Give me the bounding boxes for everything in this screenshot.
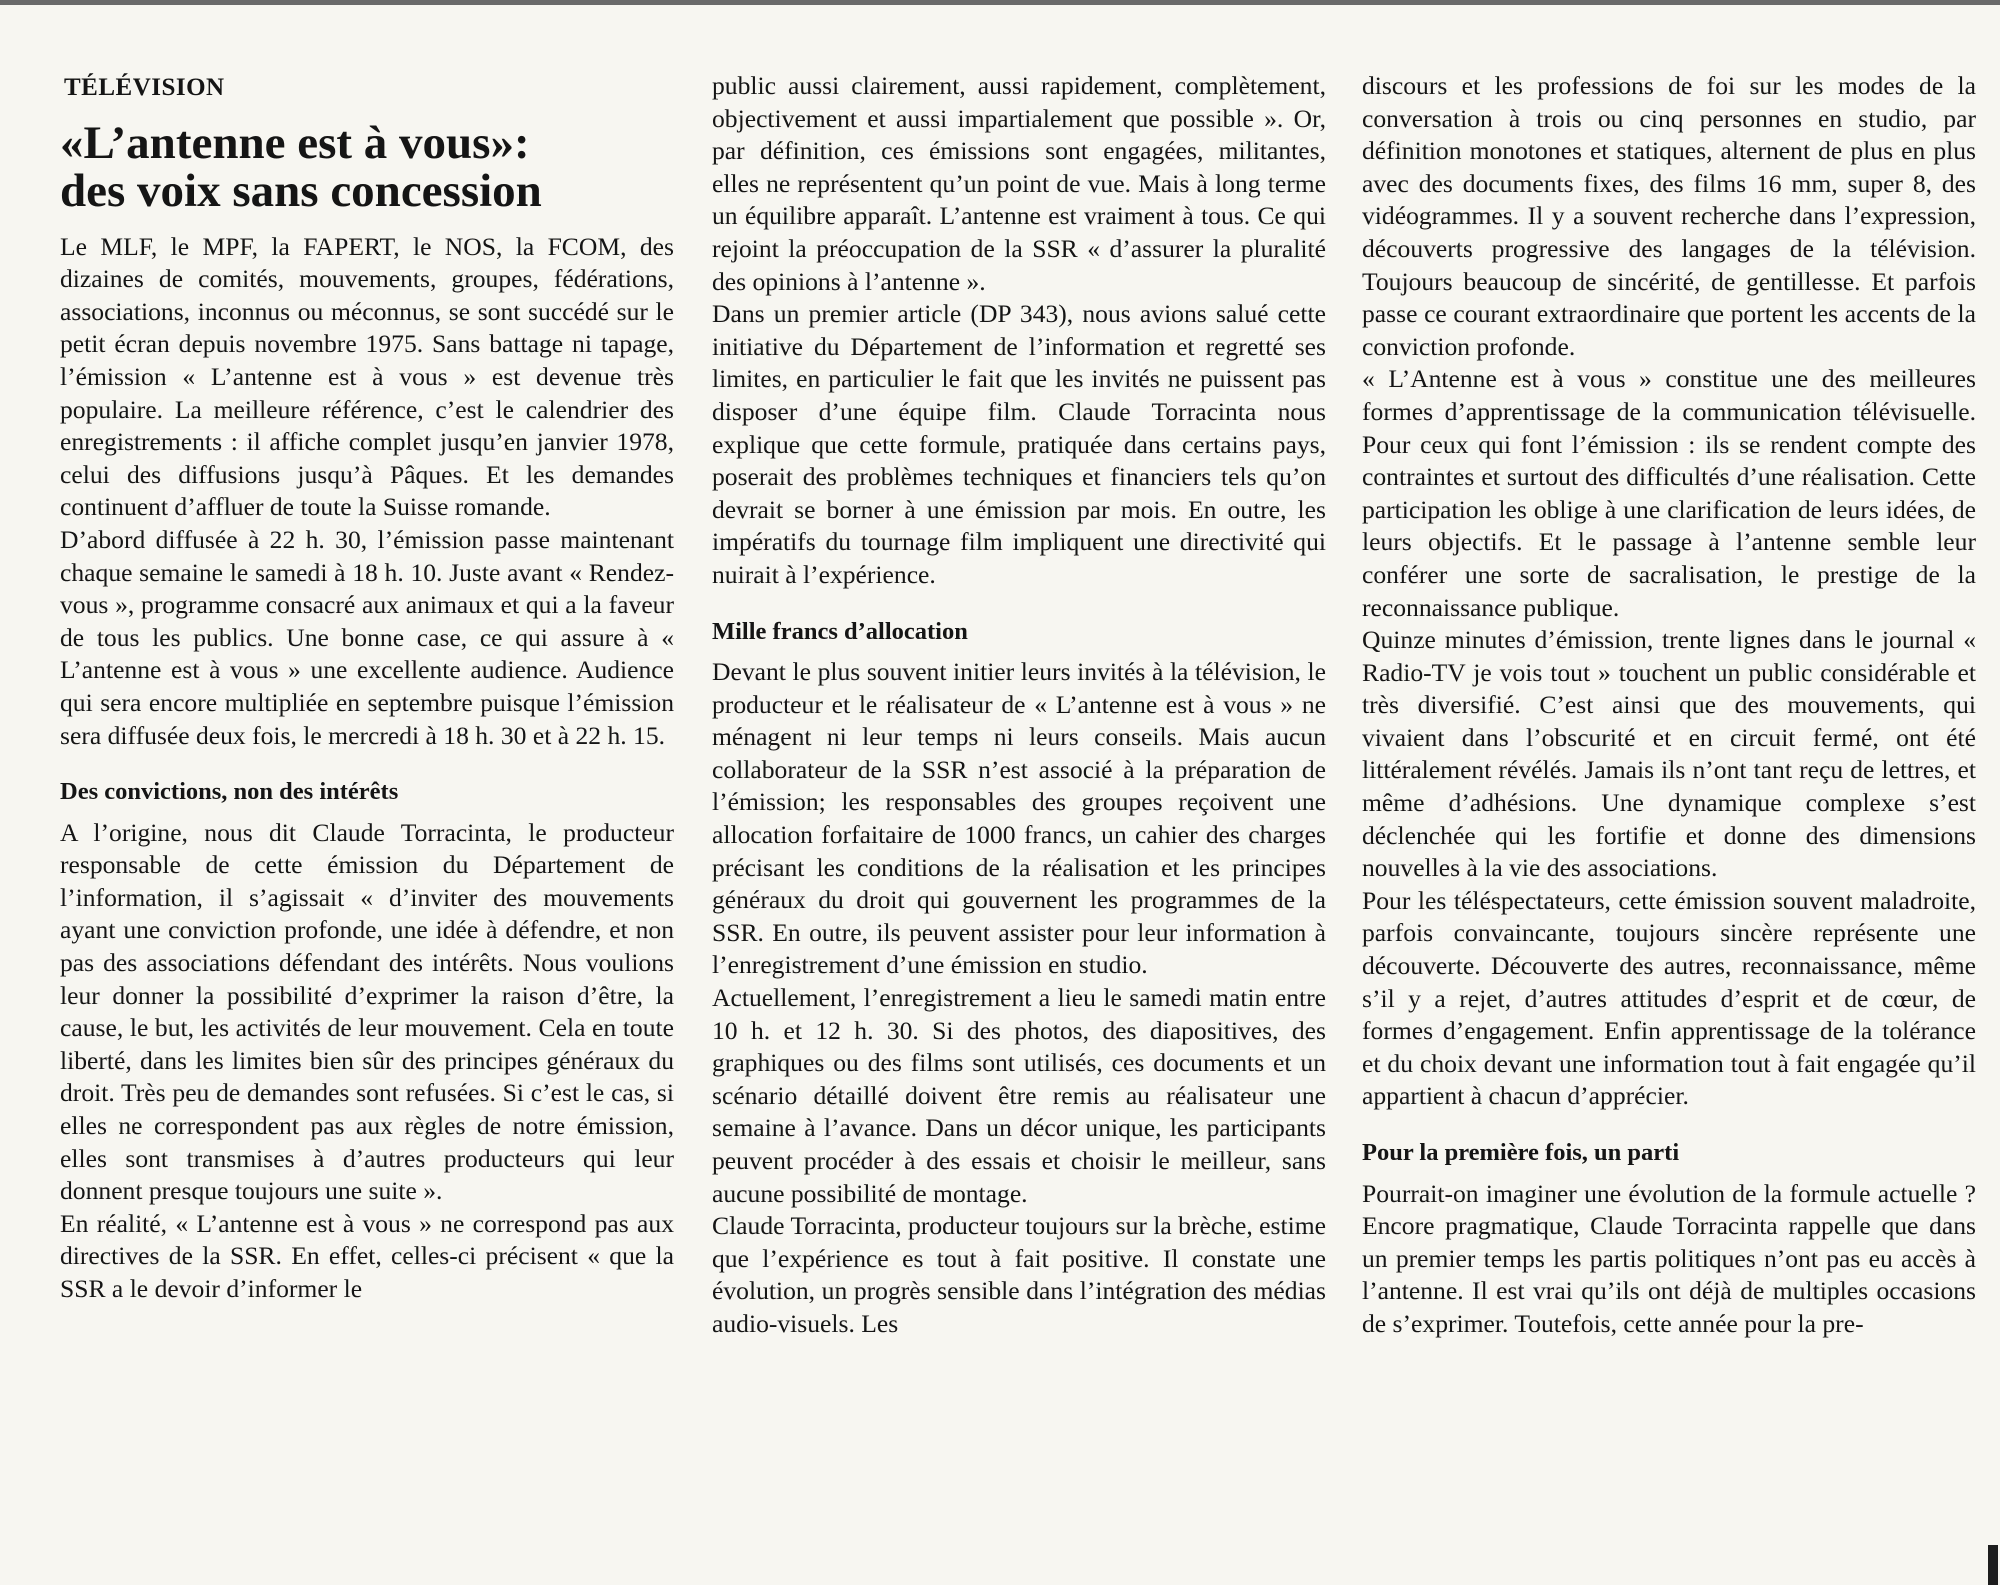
paragraph: Dans un premier article (DP 343), nous avions salué cette initiative du Département de l’information et regretté ses limites, en particulier le fait que les invités ne puissent pas disposer d’une équipe film. Claude Torracinta nous explique que cette formule, pratiquée dans certains pays, poserait des problèmes techniques et financiers tels qu’on devrait se borner à une émission par mois. En outre, les impératifs du tournage film impliquent une directivité qui nuirait à l’expérience. [712,299,1326,589]
paragraph: A l’origine, nous dit Claude Torracinta, le producteur responsable de cette émission du Département de l’information, il s’agissait « d’inviter des mouvements ayant une conviction profonde, une idée à défendre, et non pas des associations défendant des intérêts. Nous voulions leur donner la possibilité d’exprimer la raison d’être, la cause, le but, les activités de leur mouvement. Cela en toute liberté, dans les limites bien sûr des principes généraux du droit. Très peu de demandes sont refusées. Si c’est le cas, si elles ne correspondent pas aux règles de notre émission, elles sont transmises à d’autres producteurs qui leur donnent presque toujours une suite ». [60,817,674,1206]
paragraph: Pourrait-on imaginer une évolution de la formule actuelle ? Encore pragmatique, Claude Torracinta rappelle que dans un premier temps les partis politiques n’ont pas eu accès à l’antenne. Il est vrai qu’ils ont déjà de multiples occasions de s’exprimer. Toutefois, cette année pour la pre- [1362,1178,1976,1338]
subheading: Pour la première fois, un parti [1362,1139,1680,1166]
top-border-line [0,0,2000,5]
paragraph: Pour les téléspectateurs, cette émission souvent maladroite, parfois convaincante, toujours sincère représente une découverte. Découverte des autres, reconnaissance, même s’il y a rejet, d’autres attitudes d’esprit et de cœur, de formes d’engagement. Enfin apprentissage de la tolérance et du choix devant une information tout à fait engagée qu’il appartient à chacun d’apprécier. [1362,885,1976,1111]
article-headline [60,116,674,217]
paragraph: Devant le plus souvent initier leurs invités à la télévision, le producteur et le réalisateur de « L’antenne est à vous » ne ménagent ni leur temps ni leurs conseils. Mais aucun collaborateur de la SSR n’est associé à la préparation de l’émission; les responsables des groupes reçoivent une allocation forfaitaire de 1000 francs, un cahier des charges précisant les conditions de la réalisation et les principes généraux du droit qui gouvernent les programmes de la SSR. En outre, ils peuvent assister pour leur information à l’enregistrement d’une émission en studio. [712,657,1326,980]
article-page [60,66,1976,1566]
subheading: Mille francs d’allocation [712,617,968,645]
section-kicker: TÉLÉVISION [64,74,225,101]
subheading: Des convictions, non des intérêts [60,778,399,806]
paragraph: Claude Torracinta, producteur toujours sur la brèche, estime que l’expérience es tout à fait positive. Il constate une évolution, un progrès sensible dans l’intégration des médias audio-visuels. Les [712,1211,1326,1338]
paragraph: En réalité, « L’antenne est à vous » ne correspond pas aux directives de la SSR. En effet, celles-ci précisent « que la SSR a le devoir d’informer le [60,1208,674,1303]
paragraph: D’abord diffusée à 22 h. 30, l’émission passe maintenant chaque semaine le samedi à 18 h. 10. Juste avant « Rendez-vous », programme consacré aux animaux et qui a la faveur de tous les publics. Une bonne case, ce qui assure à « L’antenne est à vous » une excellente audience. Audience qui sera encore multipliée en septembre puisque l’émission sera diffusée deux fois, le mercredi à 18 h. 30 et à 22 h. 15. [60,524,674,750]
column-1 [60,66,674,1306]
paragraph: Actuellement, l’enregistrement a lieu le samedi matin entre 10 h. et 12 h. 30. Si des photos, des diapositives, des graphiques ou des films sont utilisés, ces documents et un scénario détaillé doivent être remis au réalisateur une semaine à l’avance. Dans un décor unique, les participants peuvent procéder à des essais et choisir le meilleur, sans aucune possibilité de montage. [712,983,1326,1208]
paragraph: discours et les professions de foi sur les modes de la conversation à trois ou cinq personnes en studio, par définition monotones et statiques, alternent de plus en plus avec des documents fixes, des films 16 mm, super 8, des vidéogrammes. Il y a souvent recherche dans l’expression, découverts progressive des langages de la télévision. Toujours beaucoup de sincérité, de gentillesse. Et parfois passe ce courant extraordinaire que portent les accents de la conviction profonde. [1362,71,1976,361]
paragraph: « L’Antenne est à vous » constitue une des meilleures formes d’apprentissage de la communication télévisuelle. Pour ceux qui font l’émission : ils se rendent compte des contraintes et surtout des difficultés d’une réalisation. Cette participation les oblige à une clarification de leurs idées, de leurs objectifs. Et le passage à l’antenne semble leur conférer une sorte de sacralisation, le prestige de la reconnaissance publique. [1362,364,1976,622]
column-3 [1362,70,1976,1341]
headline-line-2: des voix sans concession [60,164,542,217]
paragraph: Quinze minutes d’émission, trente lignes dans le journal « Radio-TV je vois tout » touchent un public considérable et très diversifié. C’est ainsi que des mouvements, qui vivaient dans l’obscurité et en circuit fermé, ont été littéralement révélés. Jamais ils n’ont tant reçu de lettres, et même d’adhésions. Une dynamique complexe s’est déclenchée qui les fortifie et donne des dimensions nouvelles à la vie des associations. [1362,625,1976,883]
paragraph: Le MLF, le MPF, la FAPERT, le NOS, la FCOM, des dizaines de comités, mouvements, groupes, fédérations, associations, inconnus ou méconnus, se sont succédé sur le petit écran depuis novembre 1975. Sans battage ni tapage, l’émission « L’antenne est à vous » est devenue très populaire. La meilleure référence, c’est le calendrier des enregistrements : il affiche complet jusqu’en janvier 1978, celui des diffusions jusqu’à Pâques. Et les demandes continuent d’affluer de toute la Suisse romande. [60,231,674,522]
paragraph: public aussi clairement, aussi rapidement, complètement, objectivement et aussi impartialement que possible ». Or, par définition, ces émissions sont engagées, militantes, elles ne représentent qu’un point de vue. Mais à long terme un équilibre apparaît. L’antenne est vraiment à tous. Ce qui rejoint la préoccupation de la SSR « d’assurer la pluralité des opinions à l’antenne ». [712,71,1326,296]
column-2 [712,70,1326,1341]
headline-line-1: «L’antenne est à vous»: [60,116,530,169]
page-edge-mark [1988,1545,1998,1585]
